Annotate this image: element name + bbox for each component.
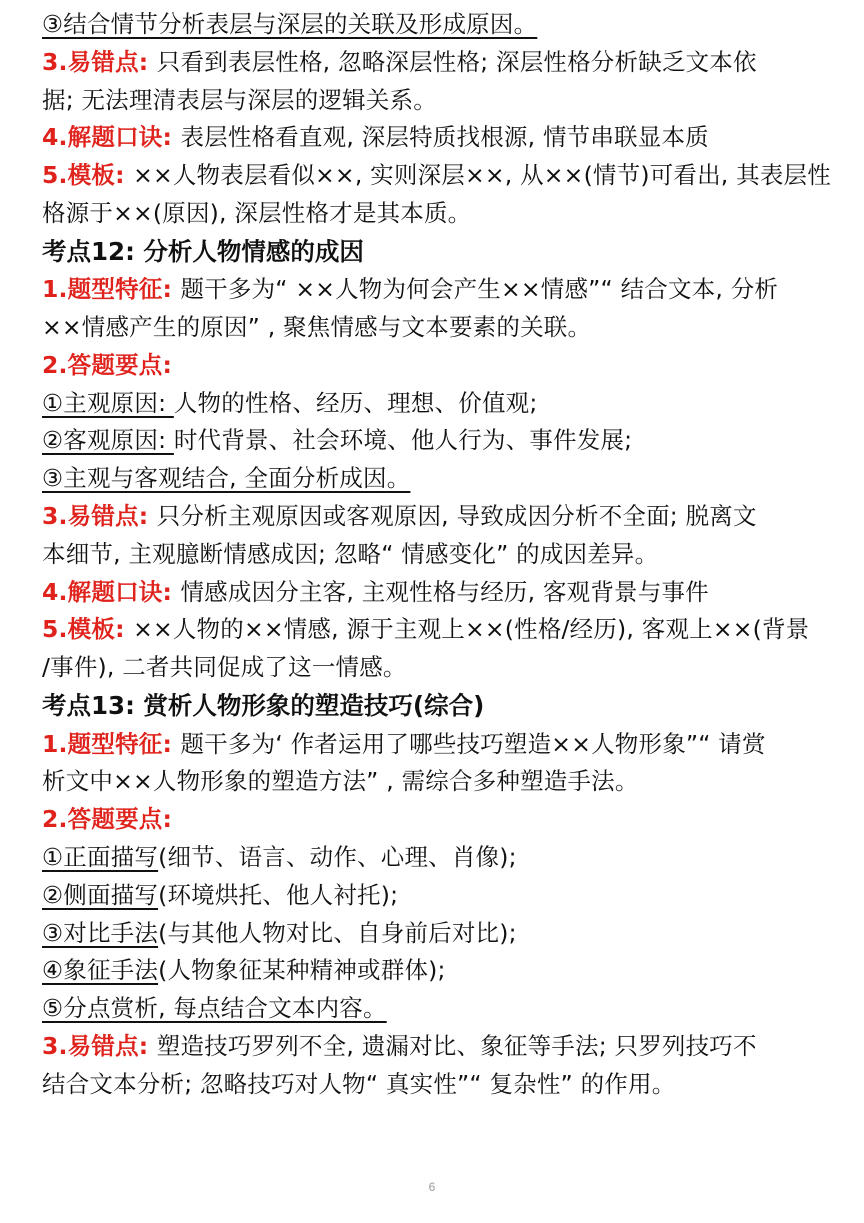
underlined-text: ①正面描写 <box>42 842 159 871</box>
text-line <box>42 498 826 536</box>
label-text: 5.模板: <box>42 161 134 190</box>
body-text: 析文中××人物形象的塑造方法” , 需综合多种塑造手法。 <box>42 767 639 796</box>
label-text: 4.解题口诀: <box>42 577 181 606</box>
underlined-text: ③对比手法 <box>42 918 159 947</box>
underlined-text: ②侧面描写 <box>42 880 159 909</box>
body-text: 本细节, 主观臆断情感成因; 忽略“ 情感变化” 的成因差异。 <box>42 539 659 568</box>
text-line <box>42 460 826 498</box>
body-text: /事件), 二者共同促成了这一情感。 <box>42 653 407 682</box>
body-text: 人物的性格、经历、理想、价值观; <box>173 388 538 417</box>
body-text: (细节、语言、动作、心理、肖像); <box>158 842 517 871</box>
text-line <box>42 422 826 460</box>
text-line <box>42 611 826 649</box>
text-line <box>42 309 826 347</box>
label-text: 3.易错点: <box>42 1031 157 1060</box>
body-text: 塑造技巧罗列不全, 遗漏对比、象征等手法; 只罗列技巧不 <box>156 1031 757 1060</box>
text-line <box>42 82 826 120</box>
text-line <box>42 536 826 574</box>
body-text: 时代背景、社会环境、他人行为、事件发展; <box>173 426 633 455</box>
text-line <box>42 6 826 44</box>
text-line <box>42 347 826 385</box>
body-text: 考点12: 分析人物情感的成因 <box>42 236 364 266</box>
document-body <box>42 6 831 1104</box>
body-text: (人物象征某种精神或群体); <box>158 956 446 985</box>
underlined-text: ⑤分点赏析, 每点结合文本内容。 <box>42 994 387 1023</box>
text-line <box>42 1066 826 1104</box>
underlined-text: ③主观与客观结合, 全面分析成因。 <box>42 464 411 493</box>
text-line <box>42 877 826 915</box>
body-text: (与其他人物对比、自身前后对比); <box>158 918 517 947</box>
label-text: 1.题型特征: <box>42 729 181 758</box>
body-text: 据; 无法理清表层与深层的逻辑关系。 <box>42 85 437 114</box>
body-text: 题干多为‘ 作者运用了哪些技巧塑造××人物形象”“ 请赏 <box>180 729 766 758</box>
body-text: 题干多为“ ××人物为何会产生××情感”“ 结合文本, 分析 <box>180 275 779 304</box>
body-text: 考点13: 赏析人物形象的塑造技巧(综合) <box>42 691 485 721</box>
underlined-text: ②客观原因: <box>42 426 174 455</box>
underlined-text: ④象征手法 <box>42 956 159 985</box>
text-line <box>42 763 826 801</box>
underlined-text: ①主观原因: <box>42 388 174 417</box>
label-text: 3.易错点: <box>42 47 157 76</box>
text-line <box>42 195 826 233</box>
text-line <box>42 801 826 839</box>
text-line <box>42 952 826 990</box>
label-text: 1.题型特征: <box>42 275 181 304</box>
label-text: 2.答题要点: <box>42 805 173 834</box>
body-text: 表层性格看直观, 深层特质找根源, 情节串联显本质 <box>180 123 709 152</box>
label-text: 2.答题要点: <box>42 350 173 379</box>
body-text: 情感成因分主客, 主观性格与经历, 客观背景与事件 <box>180 577 709 606</box>
text-line <box>42 990 826 1028</box>
text-line <box>42 915 826 953</box>
page-number: 6 <box>428 1180 436 1194</box>
body-text: (环境烘托、他人衬托); <box>158 880 399 909</box>
section-heading <box>42 687 826 726</box>
text-line <box>42 726 826 764</box>
label-text: 4.解题口诀: <box>42 123 181 152</box>
text-line <box>42 119 826 157</box>
text-line <box>42 385 826 423</box>
text-line <box>42 1028 826 1066</box>
underlined-text: ③结合情节分析表层与深层的关联及形成原因。 <box>42 10 538 38</box>
body-text: 只看到表层性格, 忽略深层性格; 深层性格分析缺乏文本依 <box>156 47 757 76</box>
text-line <box>42 649 826 687</box>
body-text: 格源于××(原因), 深层性格才是其本质。 <box>42 198 472 227</box>
body-text: ××人物的××情感, 源于主观上××(性格/经历), 客观上××(背景 <box>133 615 810 644</box>
label-text: 5.模板: <box>42 615 134 644</box>
body-text: ××人物表层看似××, 实则深层××, 从××(情节)可看出, 其表层性 <box>133 161 831 190</box>
body-text: ××情感产生的原因” , 聚焦情感与文本要素的关联。 <box>42 313 592 342</box>
body-text: 只分析主观原因或客观原因, 导致成因分析不全面; 脱离文 <box>156 502 757 531</box>
body-text: 结合文本分析; 忽略技巧对人物“ 真实性”“ 复杂性” 的作用。 <box>42 1069 676 1098</box>
section-heading <box>42 233 826 272</box>
text-line <box>42 44 826 82</box>
text-line <box>42 574 826 612</box>
text-line <box>42 839 826 877</box>
text-line <box>42 271 826 309</box>
text-line <box>42 157 831 195</box>
label-text: 3.易错点: <box>42 502 157 531</box>
